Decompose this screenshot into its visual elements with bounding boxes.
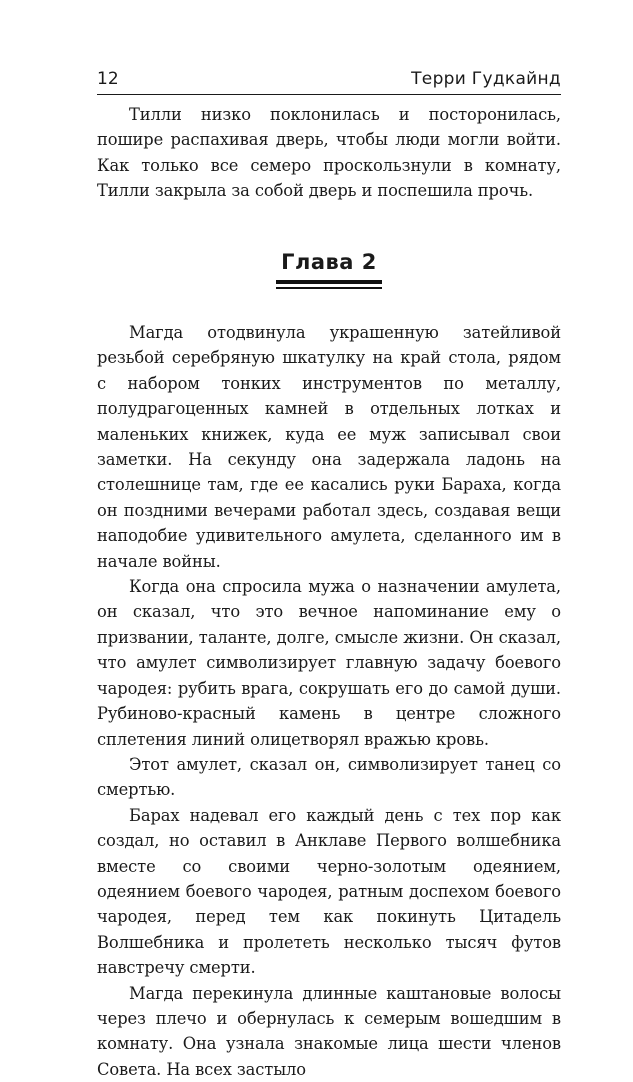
chapter-rule-thick	[276, 280, 382, 284]
paragraph: Барах надевал его каждый день с тех пор как создал, но оставил в Анклаве Первого волшебника вместе со своими черно-золотым одеянием, одеянием боевого чародея, ратным доспехом боевого чародея, перед тем как покинуть Цитадель Волшебника и пролететь несколько тысяч футов навстречу смерти.	[97, 805, 561, 978]
paragraph: Магда перекинула длинные каштановые волосы через плечо и обернулась к семерым вошедшим в комнату. Она узнала знакомые лица шести членов Совета. На всех застыло	[97, 983, 561, 1079]
header-rule	[97, 94, 561, 95]
intro-text	[97, 102, 561, 204]
running-author: Терри Гудкайнд	[411, 69, 561, 89]
paragraph: Магда отодвинула украшенную затейливой резьбой серебряную шкатулку на край стола, рядом с набором тонких инструментов по металлу, полудрагоценных камней в отдельных лотках и маленьких книжек, куда ее муж записывал свои заметки. На секунду она задержала ладонь на столешнице там, где ее касались руки Бараха, когда он поздними вечерами работал здесь, создавая вещи наподобие удивительного амулета, сделанного им в начале войны.	[97, 323, 561, 571]
chapter-rule-thin	[276, 287, 382, 289]
paragraph: Этот амулет, сказал он, символизирует танец со смертью.	[97, 754, 561, 800]
chapter-title: Глава 2	[281, 250, 377, 274]
paragraph: Когда она спросила мужа о назначении амулета, он сказал, что это вечное напоминание ему о призвании, таланте, долге, смысле жизни. Он сказал, что амулет символизирует главную задачу боевого чародея: рубить врага, сокрушать его до самой души. Рубиново-красный камень в центре сложного сплетения линий олицетворял вражью кровь.	[97, 577, 561, 749]
page-number: 12	[97, 69, 119, 89]
chapter-body	[97, 320, 561, 1082]
paragraph: Тилли низко поклонилась и посторонилась, пошире распахивая дверь, чтобы люди могли войти. Как только все семеро проскользнули в комнату, Тилли закрыла за собой дверь и поспешила прочь.	[97, 105, 561, 201]
running-header	[97, 68, 561, 90]
